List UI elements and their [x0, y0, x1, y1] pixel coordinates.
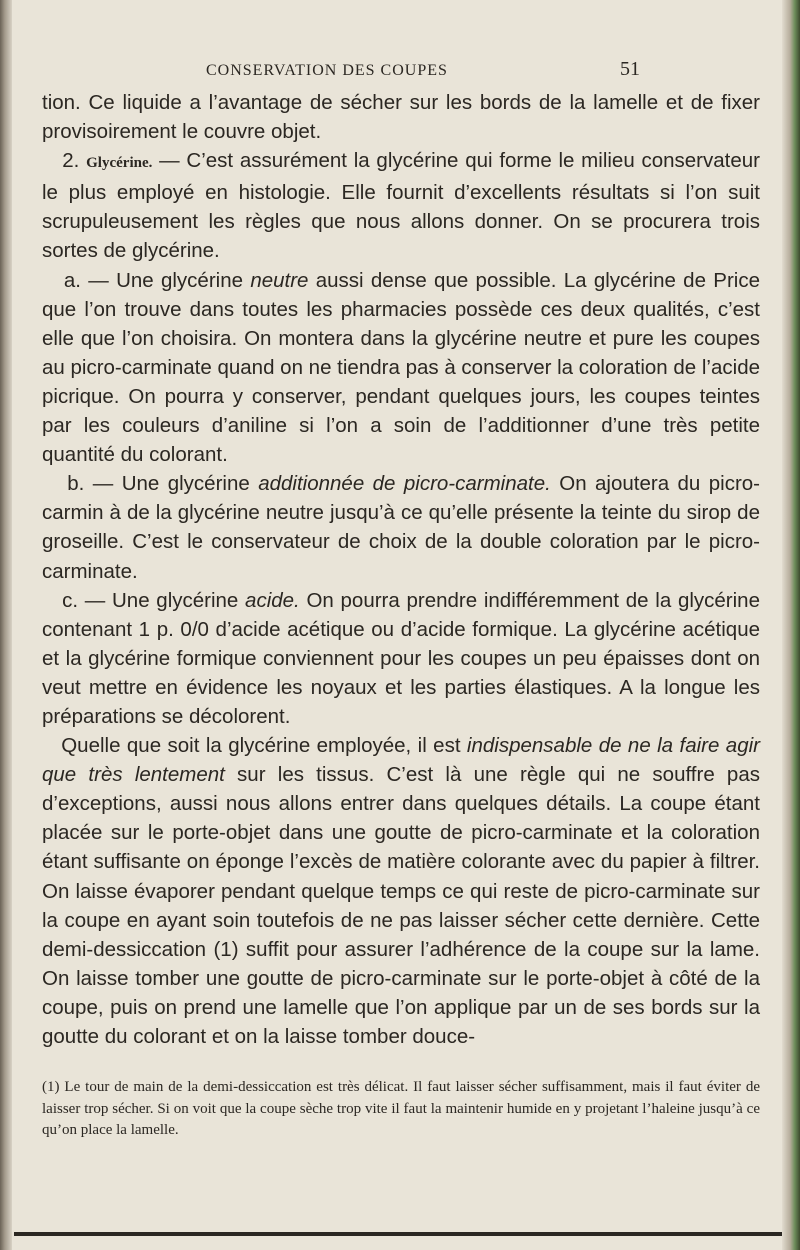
running-title: CONSERVATION DES COUPES [206, 62, 448, 79]
footnote [42, 1077, 760, 1142]
paragraph-d: Quelle que soit la glycérine employée, il est indispensable de ne la faire agir que très lentement sur les tissus. C’est là une règle qui ne souffre pas d’exceptions, aussi nous allons entrer dans quelques détails. La coupe étant placée sur le porte-objet dans une goutte de picro-carminate et la coloration étant suffisante on éponge l’excès de matière colorante avec du papier à filtrer. On laisse évaporer pendant quelque temps ce qui reste de picro-carminate sur la coupe en ayant soin toutefois de ne pas laisser sécher cette dernière. Cette demi-dessiccation (1) suffit pour assurer l’adhérence de la coupe sur la lame. On laisse tomber une goutte de picro-carminate sur le porte-objet à côté de la coupe, puis on prend une lamelle que l’on applique par un de ses bords sur la goutte du colorant et on la laisse tomber douce- [42, 734, 760, 1048]
paragraph-a: a. — Une glycérine neutre aussi dense que possible. La glycérine de Price que l’on trouve dans toutes les pharmacies possède ces deux qualités, c’est elle que l’on choisira. On montera dans la glycérine neutre et pure les coupes au picro-carminate quand on ne tiendra pas à conserver la coloration de l’acide picrique. On pourra y conserver, pendant quelques jours, les coupes teintes par les couleurs d’aniline si l’on a soin de l’additionner d’une très petite quantité du colorant. [42, 268, 760, 467]
paragraph-b: b. — Une glycérine additionnée de picro-carminate. On ajoutera du picro-carmin à de la glycérine neutre jusqu’à ce qu’elle présente la teinte du sirop de groseille. C’est le conservateur de choix de la double coloration par le picro-carminate. [42, 472, 761, 583]
bottom-rule [14, 1232, 782, 1236]
running-head [42, 58, 762, 82]
footnote-text: (1) Le tour de main de la demi-dessiccation est très délicat. Il faut laisser sécher suffisamment, mais il faut éviter de laisser trop sécher. Si on voit que la coupe sèche trop vite il faut la maintenir humide en y projetant l’haleine jusqu’à ce qu’on place la lamelle. [42, 1079, 760, 1138]
paragraph-c: c. — Une glycérine acide. On pourra prendre indifféremment de la glycérine contenant 1 p. 0/0 d’acide acétique ou d’acide formique. La glycérine acétique et la glycérine formique conviennent pour les coupes un peu épaisses dont on veut mettre en évidence les noyaux et les parties élastiques. A la longue les préparations se décolorent. [42, 588, 760, 728]
paragraph-glycerine: 2. Glycérine. — C’est assurément la glycérine qui forme le milieu conservateur le plus employé en histologie. Elle fournit d’excellents résultats si l’on suit scrupuleusement les règles que nous allons donner. On se procurera trois sortes de glycérine. [42, 149, 760, 263]
page-right-edge [782, 0, 800, 1250]
book-page [42, 0, 762, 1230]
section-number: 2. [62, 149, 80, 173]
page-number: 51 [620, 58, 640, 80]
section-label: Glycérine. [86, 155, 153, 172]
body-text [42, 88, 760, 1051]
page-left-edge [0, 0, 12, 1250]
paragraph-continuation: tion. Ce liquide a l’avantage de sécher sur les bords de la lamelle et de fixer provisoirement le couvre objet. [42, 91, 760, 144]
